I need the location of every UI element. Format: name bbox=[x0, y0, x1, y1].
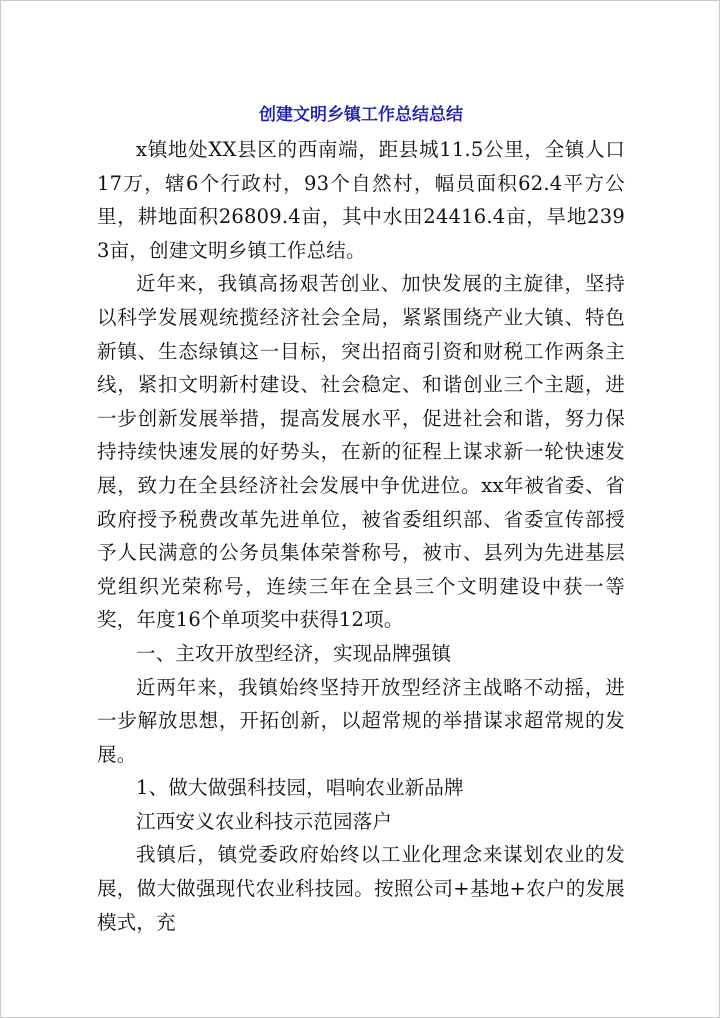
document-body bbox=[97, 99, 625, 939]
section-heading-open-economy: 一、主攻开放型经济，实现品牌强镇 bbox=[136, 641, 452, 665]
paragraph-recent-years: 近年来，我镇高扬艰苦创业、加快发展的主旋律，坚持以科学发展观统揽经济社会全局，紧紧围绕产业大镇、特色新镇、生态绿镇这一目标，突出招商引资和财税工作两条主线，紧扣文明新村建设、社会稳定、和谐创业三个主题，进一步创新发展举措，提高发展水平，促进社会和谐，努力保持持续快速发展的好势头，在新的征程上谋求新一轮快速发展，致力在全县经济社会发展中争优进位。xx年被省委、省政府授予税费改革先进单位，被省委组织部、省委宣传部授予人民满意的公务员集体荣誉称号，被市、县列为先进基层党组织光荣称号，连续三年在全县三个文明建设中获一等奖，年度16个单项奖中获得12项。 bbox=[97, 272, 625, 632]
paragraph-development-model: 我镇后，镇党委政府始终以工业化理念来谋划农业的发展，做大做强现代农业科技园。按照公司+基地+农户的发展模式，充 bbox=[97, 843, 625, 934]
document-title: 创建文明乡镇工作总结总结 bbox=[259, 105, 463, 125]
paragraph-park-settles: 江西安义农业科技示范园落户 bbox=[136, 809, 393, 833]
subsection-heading-tech-park: 1、做大做强科技园，唱响农业新品牌 bbox=[136, 776, 464, 800]
paragraph-intro: x镇地处XX县区的西南端，距县城11.5公里，全镇人口17万，辖6个行政村，93个自然村，幅员面积62.4平方公里，耕地面积26809.4亩，其中水田24416.4亩，旱地2393亩，创建文明乡镇工作总结。 bbox=[97, 138, 625, 262]
paragraph-two-years: 近两年来，我镇始终坚持开放型经济主战略不动摇，进一步解放思想，开拓创新，以超常规的举措谋求超常规的发展。 bbox=[97, 675, 625, 766]
